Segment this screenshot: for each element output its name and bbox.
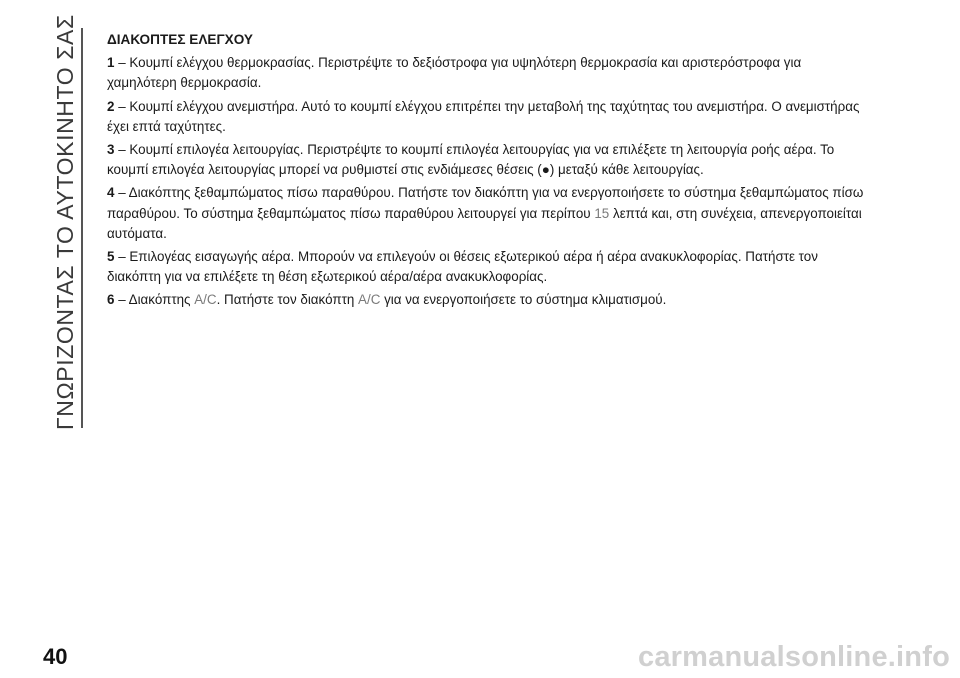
item-number: 6: [107, 292, 115, 308]
dash: –: [118, 142, 126, 158]
item-text: Διακόπτης ξεθαμπώματος πίσω παραθύρου. Πατήστε τον διακόπτη για να ενεργοποιήσετε το σύστημα ξεθαμπώματος πίσω παραθύρου. Το σύστημα ξεθαμπώματος πίσω παραθύρου λειτουργεί για περίπου: [107, 185, 864, 221]
chapter-title: ΓΝΩΡΙΖΟΝΤΑΣ ΤΟ ΑΥΤΟΚΙΝΗΤΟ ΣΑΣ: [52, 14, 78, 430]
item-number: 2: [107, 98, 115, 114]
item-text-continued: λεπτά και, στη συνέχεια, απενεργοποιείται αυτόματα.: [107, 205, 862, 241]
ac-code: A/C: [358, 292, 381, 308]
chapter-divider: [81, 28, 83, 428]
ac-code: A/C: [194, 292, 217, 308]
dash: –: [118, 292, 126, 308]
item-text: Διακόπτης: [128, 292, 191, 308]
dash: –: [118, 249, 126, 265]
item-text-end: για να ενεργοποιήσετε το σύστημα κλιματισμού.: [384, 292, 667, 308]
dash: –: [118, 185, 126, 201]
section-heading: ΔΙΑΚΟΠΤΕΣ ΕΛΕΓΧΟΥ: [107, 32, 253, 47]
item-text: Κουμπί επιλογέα λειτουργίας. Περιστρέψτε το κουμπί επιλογέα λειτουργίας για να επιλέξετε τη λειτουργία ροής αέρα. Το κουμπί επιλογέα λειτουργίας μπορεί να ρυθμιστεί στις ενδιάμεσες θέσεις (●) μεταξύ κάθε λειτουργίας.: [107, 142, 835, 178]
dash: –: [118, 98, 126, 114]
item-text: Κουμπί ελέγχου ανεμιστήρα. Αυτό το κουμπί ελέγχου επιτρέπει την μεταβολή της ταχύτητας του ανεμιστήρα. Ο ανεμιστήρας έχει επτά ταχύτητες.: [107, 98, 860, 134]
item-text: Επιλογέας εισαγωγής αέρα. Μπορούν να επιλεγούν οι θέσεις εξωτερικού αέρα ή αέρα ανακυκλοφορίας. Πατήστε τον διακόπτη για να επιλέξετε τη θέση εξωτερικού αέρα/αέρα ανακυκλοφορίας.: [107, 249, 818, 285]
list-item-6: [107, 290, 872, 310]
list-item-5: [107, 247, 872, 287]
list-item-4: [107, 183, 872, 244]
list-item-1: [107, 53, 872, 93]
duration-value: 15: [594, 205, 610, 221]
watermark: carmanualsonline.info: [638, 641, 950, 673]
dash: –: [118, 55, 126, 71]
item-number: 3: [107, 142, 115, 158]
item-text-continued: . Πατήστε τον διακόπτη: [216, 292, 355, 308]
main-content: [107, 30, 872, 314]
item-number: 4: [107, 185, 115, 201]
item-text: Κουμπί ελέγχου θερμοκρασίας. Περιστρέψτε το δεξιόστροφα για υψηλότερη θερμοκρασία και αριστερόστροφα για χαμηλότερη θερμοκρασία.: [107, 55, 802, 91]
item-number: 5: [107, 249, 115, 265]
list-item-2: [107, 97, 872, 137]
page-number: 40: [43, 644, 68, 669]
item-number: 1: [107, 55, 115, 71]
list-item-3: [107, 140, 872, 180]
